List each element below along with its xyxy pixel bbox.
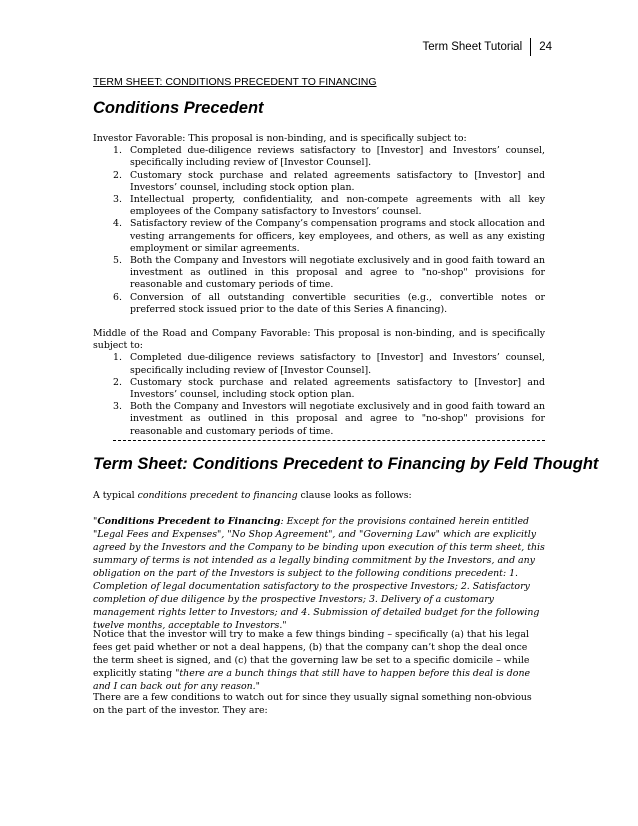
list-item-text: Customary stock purchase and related agreements satisfactory to [Investor] and Investors’ counsel, including stock option plan. bbox=[130, 376, 545, 401]
header-title: Term Sheet Tutorial bbox=[422, 41, 523, 53]
notice-paragraph bbox=[93, 628, 545, 693]
quote-body: : Except for the provisions contained herein entitled "Legal Fees and Expenses", "No Shop Agreement", and "Governing Law" which are explicitly agreed by the Investors and the Company to be binding upon execution of this term sheet, this summary of terms is not intended as a legally binding commitment by the Investors, and any obligation on the part of the Investors is subject to the following conditions precedent: 1. Completion of legal documentation satisfactory to the prospective Investors; 2. Satisfactory completion of due diligence by the prospective Investors; 3. Delivery of a customary management rights letter to Investors; and 4. Submission of detailed budget for the following twelve months, acceptable to Investors." bbox=[93, 516, 545, 631]
list-item bbox=[93, 145, 545, 169]
list-item bbox=[93, 218, 545, 255]
dashed-divider bbox=[113, 440, 545, 441]
list-item bbox=[93, 401, 545, 438]
quote-bold-term: Conditions Precedent to Financing bbox=[97, 516, 281, 527]
middle-road-block bbox=[93, 328, 545, 438]
list-item-number: 2. bbox=[113, 376, 122, 388]
list-item-text: Satisfactory review of the Company’s compensation programs and stock allocation and vesting arrangements for officers, key employees, and others, as well as any existing employment or similar agreements. bbox=[130, 218, 545, 254]
list-item-number: 6. bbox=[113, 291, 122, 303]
list-item-number: 3. bbox=[113, 194, 122, 206]
notice-text: Notice that the investor will try to make a few things binding – specifically (a) that his legal fees get paid whether or not a deal happens, (b) that the company can’t shop the deal once the term sheet is signed, and (c) that the governing law be set to a specific domicile – while explicitly stating " bbox=[93, 629, 530, 679]
list-item-number: 5. bbox=[113, 255, 122, 267]
middle-road-list bbox=[93, 352, 545, 437]
list-item bbox=[93, 170, 545, 194]
list-item bbox=[93, 352, 545, 376]
list-item bbox=[93, 255, 545, 292]
list-item bbox=[93, 194, 545, 218]
list-item bbox=[93, 292, 545, 316]
quoted-clause bbox=[93, 515, 545, 632]
list-item bbox=[93, 377, 545, 401]
list-item-text: Completed due-diligence reviews satisfactory to [Investor] and Investors’ counsel, specifically including review of [Investor Counsel]. bbox=[130, 145, 545, 169]
investor-favorable-block bbox=[93, 133, 545, 316]
list-item-number: 1. bbox=[113, 145, 122, 157]
list-item-text: Completed due-diligence reviews satisfactory to [Investor] and Investors’ counsel, specifically including review of [Investor Counsel]. bbox=[130, 352, 545, 376]
list-item-number: 4. bbox=[113, 218, 122, 230]
list-item-text: Customary stock purchase and related agreements satisfactory to [Investor] and Investors’ counsel, including stock option plan. bbox=[130, 169, 545, 193]
heading-feld-thought: Term Sheet: Conditions Precedent to Financing by Feld Thought bbox=[93, 455, 599, 473]
heading-conditions-precedent: Conditions Precedent bbox=[93, 99, 264, 117]
list-item-text: Intellectual property, confidentiality, and non-compete agreements with all key employees of the Company satisfactory to Investors’ counsel. bbox=[130, 194, 545, 218]
typical-before: A typical bbox=[93, 490, 138, 501]
list-item-number: 3. bbox=[113, 401, 122, 413]
typical-italic: conditions precedent to financing bbox=[137, 490, 298, 501]
list-item-number: 1. bbox=[113, 352, 122, 364]
page-number: 24 bbox=[539, 41, 552, 53]
quote-open: " bbox=[93, 516, 98, 527]
notice-italic: there are a bunch things that still have to happen before this deal is done and I can back out for any reason. bbox=[93, 668, 531, 692]
list-item-text: Both the Company and Investors will negotiate exclusively and in good faith toward an investment as outlined in this proposal and agree to "no-shop" provisions for reasonable and customary periods of time. bbox=[130, 255, 545, 291]
header-divider bbox=[530, 38, 531, 56]
section-label: TERM SHEET: CONDITIONS PRECEDENT TO FINANCING bbox=[93, 76, 377, 88]
closing-paragraph: There are a few conditions to watch out for since they usually signal something non-obvious on the part of the investor. They are: bbox=[93, 692, 532, 716]
list-item-text: Both the Company and Investors will negotiate exclusively and in good faith toward an investment as outlined in this proposal and agree to "no-shop" provisions for reasonable and customary periods of time. bbox=[130, 401, 545, 437]
typical-after: clause looks as follows: bbox=[297, 490, 412, 501]
investor-favorable-list bbox=[93, 145, 545, 316]
notice-end: " bbox=[255, 681, 260, 692]
page-header bbox=[422, 38, 552, 56]
investor-favorable-intro: Investor Favorable: This proposal is non-binding, and is specifically subject to: bbox=[93, 133, 467, 144]
list-item-number: 2. bbox=[113, 169, 122, 181]
middle-road-intro: Middle of the Road and Company Favorable: This proposal is non-binding, and is specifically subject to: bbox=[93, 328, 545, 352]
list-item-text: Conversion of all outstanding convertible securities (e.g., convertible notes or preferred stock issued prior to the date of this Series A financing). bbox=[130, 291, 545, 315]
typical-clause-intro bbox=[93, 489, 545, 502]
